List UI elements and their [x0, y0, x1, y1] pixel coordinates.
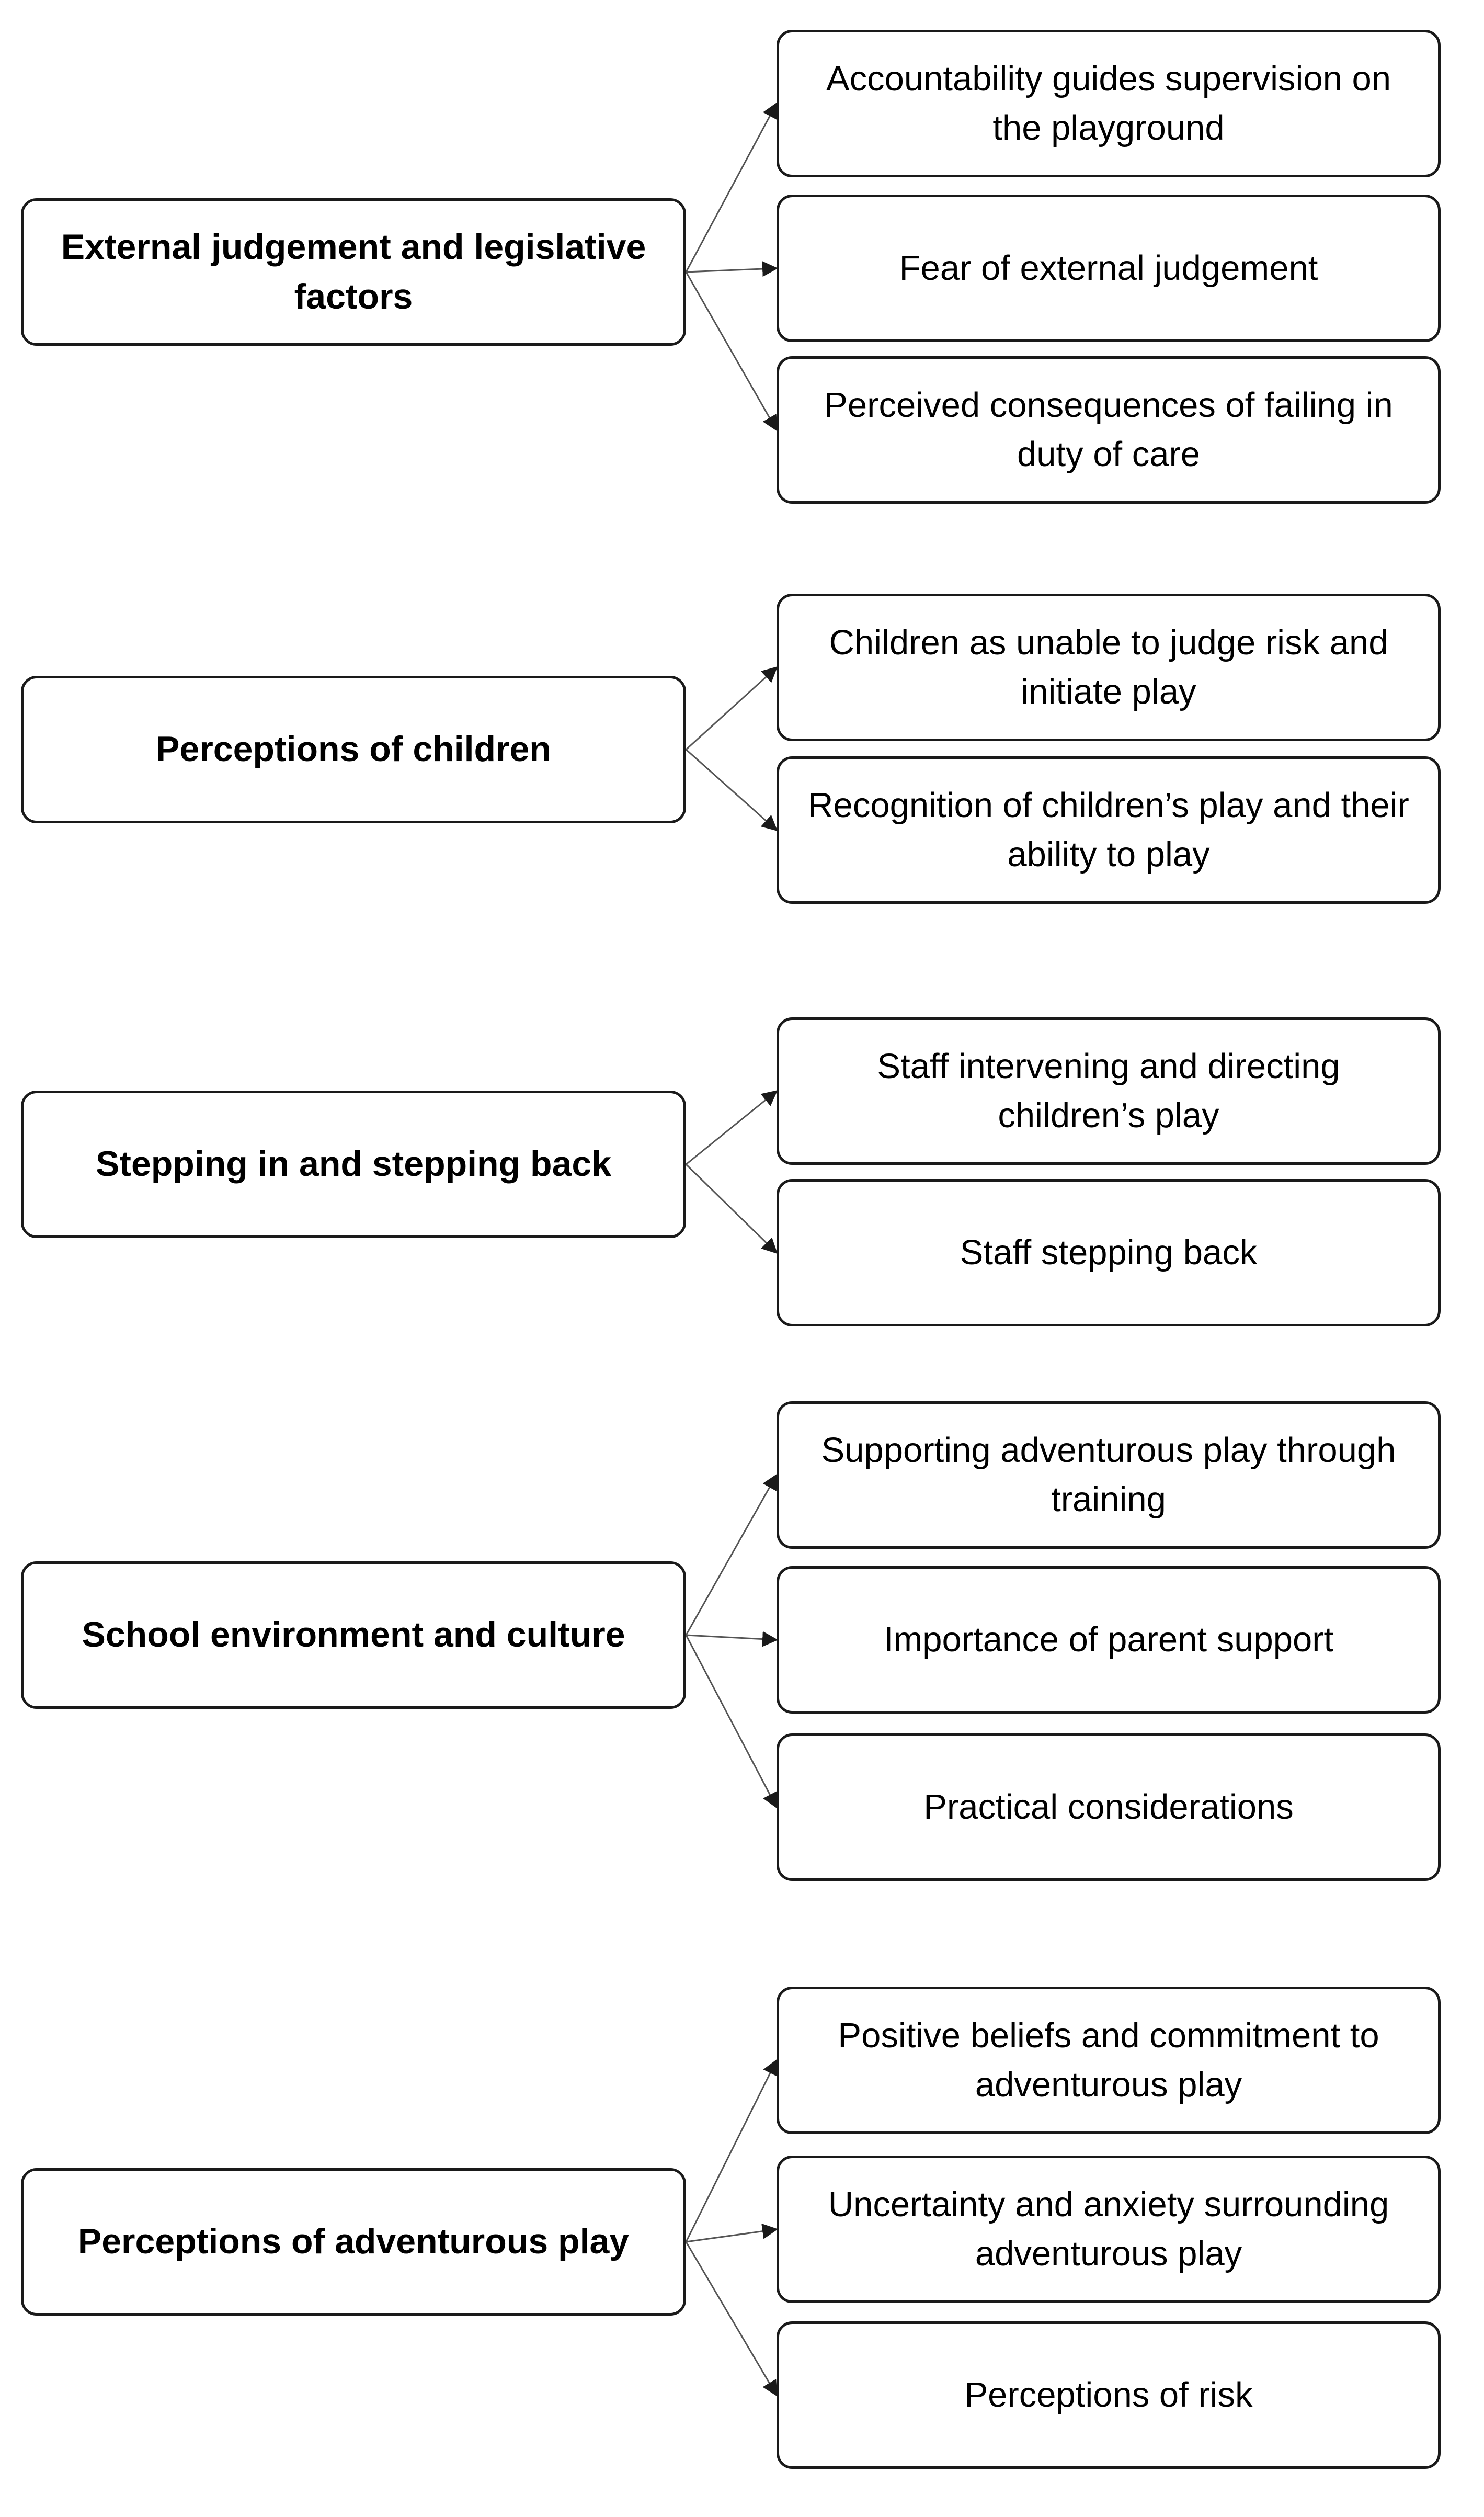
connector-arrow [686, 268, 777, 272]
subtheme-label: Children as unable to judge risk and initiate play [829, 623, 1388, 711]
subtheme-label: Perceptions of risk [964, 2375, 1253, 2415]
connector-arrow [686, 272, 777, 430]
connector-arrow [686, 104, 777, 272]
subtheme-label: Positive beliefs and commitment to adventurous play [838, 2016, 1379, 2104]
subtheme-label: Practical considerations [923, 1787, 1294, 1827]
subtheme-box-duty-of-care [777, 356, 1441, 504]
subtheme-label: Perceived consequences of failing in duty of care [824, 386, 1393, 474]
subtheme-box-fear-of-judgement [777, 195, 1441, 342]
theme-box-perceptions-of-children [21, 676, 686, 823]
subtheme-box-practical-considerations [777, 1733, 1441, 1881]
theme-box-stepping-in-back [21, 1091, 686, 1238]
connector-arrow [686, 750, 777, 830]
theme-box-school-environment [21, 1561, 686, 1709]
subtheme-box-unable-to-judge-risk [777, 594, 1441, 741]
theme-box-external-judgement [21, 198, 686, 346]
connector-arrow [686, 1091, 777, 1164]
connector-arrow [686, 2242, 777, 2395]
subtheme-label: Accountability guides supervision on the playground [826, 59, 1391, 148]
subtheme-box-staff-stepping-back [777, 1179, 1441, 1326]
subtheme-box-perceptions-of-risk [777, 2321, 1441, 2469]
connector-arrow [686, 1635, 777, 1640]
subtheme-label: Staff stepping back [960, 1233, 1258, 1273]
subtheme-label: Recognition of children’s play and their ability to play [808, 786, 1409, 874]
subtheme-label: Staff intervening and directing children’s play [877, 1047, 1340, 1135]
subtheme-box-parent-support [777, 1566, 1441, 1714]
subtheme-box-training [777, 1401, 1441, 1549]
theme-label: Perceptions of children [156, 729, 551, 769]
subtheme-label: Uncertainty and anxiety surrounding adventurous play [828, 2185, 1389, 2273]
theme-label: Perceptions of adventurous play [77, 2221, 630, 2262]
theme-box-perceptions-of-adventurous-play [21, 2168, 686, 2316]
connector-arrow [686, 1475, 777, 1635]
connector-arrow [686, 2060, 777, 2242]
subtheme-label: Importance of parent support [883, 1620, 1334, 1660]
subtheme-box-positive-beliefs [777, 1987, 1441, 2134]
subtheme-box-recognition-of-play [777, 756, 1441, 904]
subtheme-box-staff-intervening [777, 1017, 1441, 1165]
connector-arrow [686, 1164, 777, 1253]
subtheme-box-uncertainty-anxiety [777, 2156, 1441, 2303]
theme-label: External judgement and legislative factors [61, 226, 646, 316]
connector-arrow [686, 667, 777, 750]
theme-label: Stepping in and stepping back [95, 1144, 612, 1184]
subtheme-label: Fear of external judgement [899, 248, 1318, 288]
theme-label: School environment and culture [82, 1615, 625, 1655]
subtheme-box-accountability [777, 30, 1441, 177]
subtheme-label: Supporting adventurous play through training [821, 1431, 1396, 1519]
connector-arrow [686, 1635, 777, 1807]
connector-arrow [686, 2229, 777, 2242]
